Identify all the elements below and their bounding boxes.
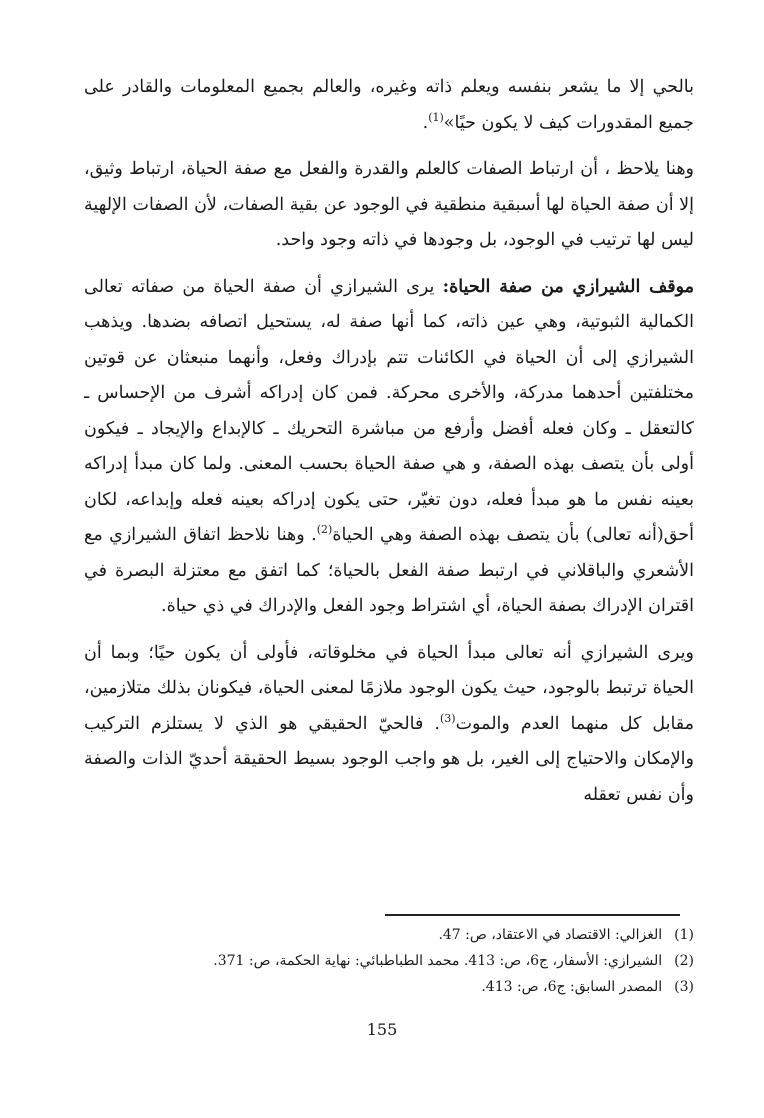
footnote-text: الشيرازي: الأسفار، ج6، ص: 413. محمد الطباطبائي: نهاية الحكمة، ص: 371. (213, 953, 663, 969)
page-number: 155 (366, 1020, 398, 1039)
footnotes (84, 922, 694, 1000)
footnote-divider (385, 914, 680, 916)
paragraph-1-text: بالحي إلا ما يشعر بنفسه ويعلم ذاته وغيره، والعالم بجميع المعلومات والقادر على جميع المقدورات كيف لا يكون حيًا» (84, 77, 694, 133)
footnote-1 (84, 922, 694, 948)
section-heading: موقف الشيرازي من صفة الحياة: (442, 276, 694, 297)
paragraph-2-text: وهنا يلاحظ ، أن ارتباط الصفات كالعلم والقدرة والفعل مع صفة الحياة، ارتباط وثيق، إلا أن صفة الحياة لها أسبقية منطقية في الوجود عن بقية الصفات، لأن الصفات الإلهية ليس لها ترتيب في الوجود، بل وجودها في ذاته وجود واحد. (84, 159, 694, 250)
page-body (84, 70, 694, 824)
paragraph-1 (84, 70, 694, 141)
paragraph-4 (84, 636, 694, 814)
footnote-2 (84, 948, 694, 974)
footnote-ref-2[interactable]: (2) (316, 523, 333, 537)
paragraph-4-text-a: ويرى الشيرازي أنه تعالى مبدأ الحياة في مخلوقاته، فأولى أن يكون حيًا؛ وبما أن الحياة ترتبط بالوجود، حيث يكون الوجود ملازمًا لمعنى الحياة، فيكونان بذلك متلازمين، مقابل كل منهما العدم والموت (84, 642, 695, 734)
paragraph-3-text-b: . وهنا نلاحظ اتفاق الشيرازي مع الأشعري والباقلاني في ارتبط صفة الفعل بالحياة؛ كما اتفق مع معتزلة البصرة في اقتران الإدراك بصفة الحياة، أي اشتراط وجود الفعل والإدراك في ذي حياة. (84, 525, 694, 616)
paragraph-4-text-b: . فالحيّ الحقيقي هو الذي لا يستلزم التركيب والإمكان والاحتياج إلى الغير، بل هو واجب الوجود بسيط الحقيقة أحديّ الذات والصفة وأن نفس تعقله (84, 713, 694, 805)
paragraph-3 (84, 270, 694, 625)
footnote-text: المصدر السابق: ج6، ص: 413. (481, 979, 663, 995)
footnote-3 (84, 974, 694, 1000)
footnote-ref-1[interactable]: (1) (428, 110, 444, 124)
footnote-number: (3) (674, 979, 694, 995)
footnote-text: الغزالي: الاقتصاد في الاعتقاد، ص: 47. (438, 927, 663, 943)
footnote-number: (1) (674, 927, 694, 943)
paragraph-1-end: . (422, 112, 429, 133)
footnote-number: (2) (674, 953, 694, 969)
footnote-ref-3[interactable]: (3) (439, 711, 456, 725)
paragraph-2 (84, 152, 694, 259)
paragraph-3-text-a: يرى الشيرازي أن صفة الحياة من صفاته تعالى الكمالية الثبوتية، وهي عين ذاته، كما أنها صفة له، يستحيل اتصافه بضدها. ويذهب الشيرازي إلى أن الحياة في الكائنات تتم بإدراك وفعل، وأنهما منبعثان عن قوتين مختلفتين أحدهما مدركة، والأخرى محركة. فمن كان إدراكه أشرف من الإحساس ـ كالتعقل ـ وكان فعله أفضل وأرفع من مباشرة التحريك ـ كالإبداع والإيجاد ـ فيكون أولى بأن يتصف بهذه الصفة، و هي صفة الحياة بحسب المعنى. ولما كان مبدأ إدراكه بعينه نفس ما هو مبدأ فعله، دون تغيّر، حتى يكون إدراكه بعينه فعله وإبداعه، لكان أحق(أنه تعالى) بأن يتصف بهذه الصفة وهي الحياة (84, 276, 694, 545)
